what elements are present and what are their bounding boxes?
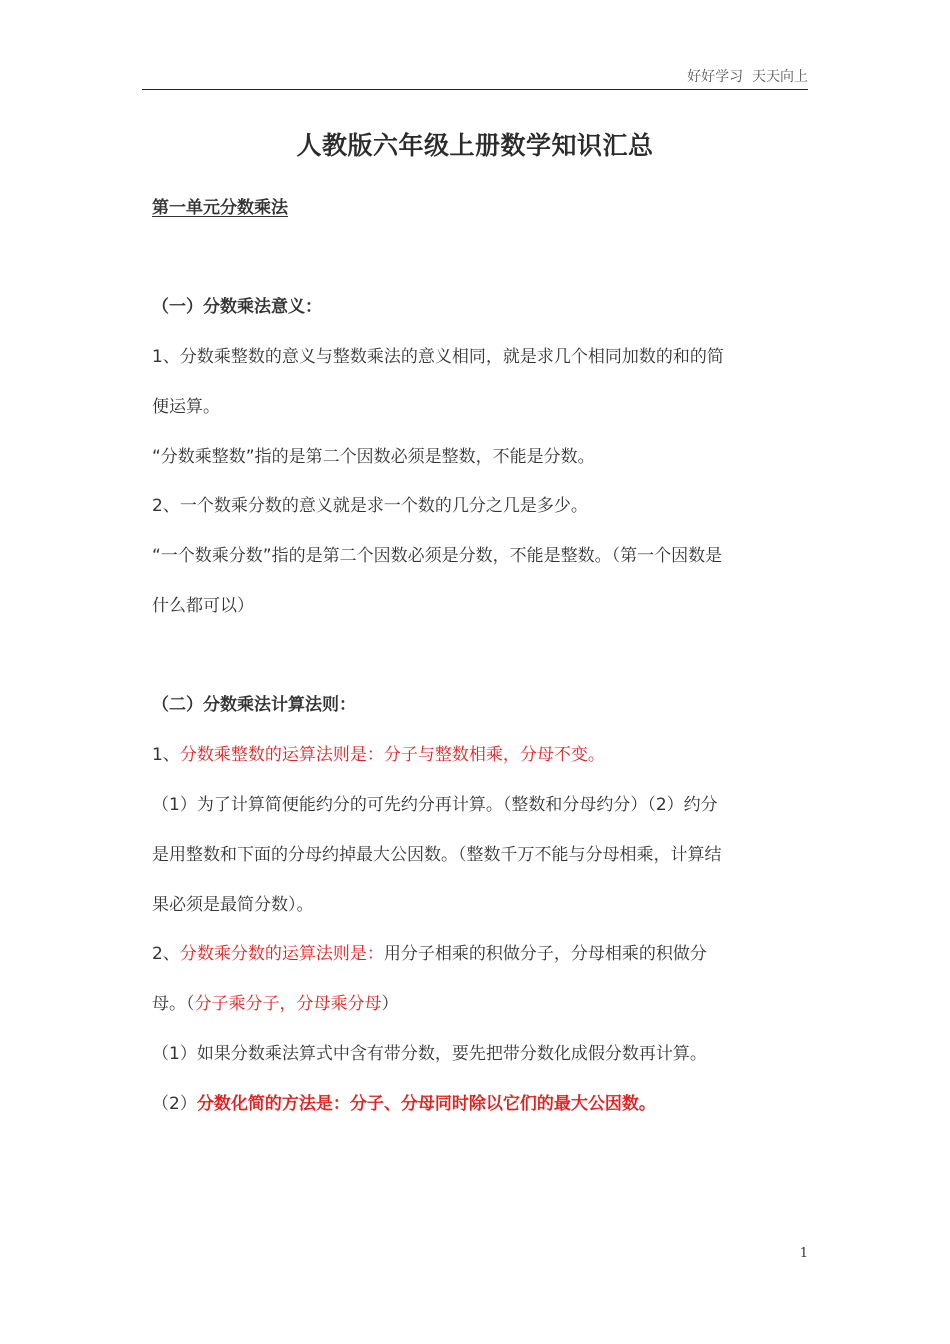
rule2-line2-text: 母。（ (152, 994, 195, 1014)
section1-paragraph3: 2、一个数乘分数的意义就是求一个数的几分之几是多少。 (152, 496, 588, 516)
section1-heading: （一）分数乘法意义： (152, 297, 322, 317)
rule2-rest: 用分子相乘的积做分子，分母相乘的积做分 (383, 944, 707, 964)
section1-paragraph1-line2: 便运算。 (152, 397, 220, 417)
page-number: 1 (799, 1246, 808, 1261)
section2-rule1 (152, 743, 812, 767)
note3-prefix: （2） (152, 1094, 197, 1114)
section2-rule2-line2 (152, 992, 812, 1016)
section2-heading: （二）分数乘法计算法则： (152, 695, 356, 715)
section2-note1-line1: （1）为了计算简便能约分的可先约分再计算。（整数和分母约分）（2）约分 (152, 795, 718, 815)
section1-paragraph2: “分数乘整数”指的是第二个因数必须是整数，不能是分数。 (152, 447, 595, 467)
document-title: 人教版六年级上册数学知识汇总 (296, 131, 654, 160)
page-header-text: 好好学习 天天向上 (687, 69, 808, 85)
rule2-emphasis: 分数乘分数的运算法则是： (179, 944, 384, 964)
section2-rule2-line1 (152, 942, 812, 966)
section2-note1-line3: 果必须是最简分数）。 (152, 895, 314, 915)
section2-note3 (152, 1092, 812, 1116)
rule2-line2-close: ） (381, 994, 399, 1014)
section1-paragraph4-line1: “一个数乘分数”指的是第二个因数必须是分数，不能是整数。（第一个因数是 (152, 546, 723, 566)
section1-paragraph1-line1: 1、分数乘整数的意义与整数乘法的意义相同，就是求几个相同加数的和的简 (152, 347, 724, 367)
rule2-prefix: 2、 (152, 944, 180, 964)
note3-emphasis: 分数化简的方法是：分子、分母同时除以它们的最大公因数。 (196, 1094, 656, 1114)
unit-heading: 第一单元分数乘法 (152, 198, 288, 218)
rule1-emphasis: 分数乘整数的运算法则是：分子与整数相乘，分母不变。 (179, 745, 605, 765)
section2-note1-line2: 是用整数和下面的分母约掉最大公因数。（整数千万不能与分母相乘，计算结 (152, 845, 722, 865)
section1-paragraph4-line2: 什么都可以） (152, 596, 254, 616)
rule2-line2-emphasis: 分子乘分子，分母乘分母 (194, 994, 382, 1014)
rule1-prefix: 1、 (152, 745, 180, 765)
section2-note2: （1）如果分数乘法算式中含有带分数，要先把带分数化成假分数再计算。 (152, 1044, 707, 1064)
header-divider (142, 89, 808, 90)
